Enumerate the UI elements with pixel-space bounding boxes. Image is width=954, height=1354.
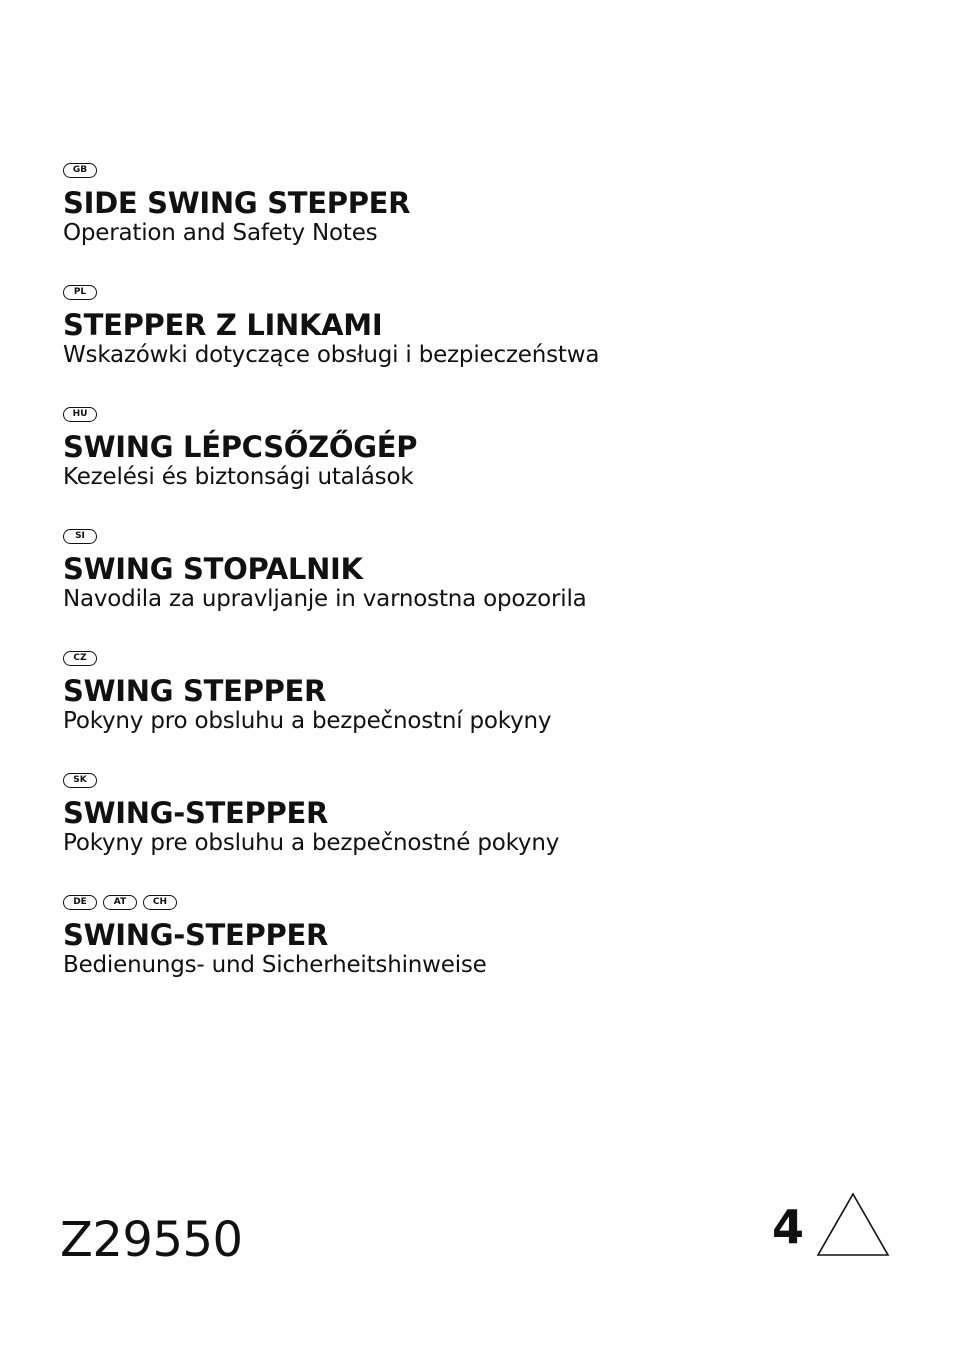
product-title: SWING STEPPER [63,674,327,708]
document-subtitle: Operation and Safety Notes [63,220,378,246]
country-badge: CZ [63,651,97,666]
product-title: SWING LÉPCSŐZŐGÉP [63,430,418,464]
country-badge: HU [63,407,97,422]
country-badge: SI [63,529,97,544]
country-badges [63,893,883,911]
product-title: SIDE SWING STEPPER [63,186,411,220]
country-badge: SK [63,773,97,788]
country-badges [63,771,883,789]
page-indicator [772,1192,890,1258]
document-subtitle: Wskazówki dotyczące obsługi i bezpieczeństwa [63,342,600,368]
language-section-si [63,527,883,613]
document-subtitle: Bedienungs- und Sicherheitshinweise [63,952,487,978]
document-subtitle: Navodila za upravljanje in varnostna opozorila [63,586,587,612]
country-badges [63,649,883,667]
model-number: Z29550 [60,1212,243,1268]
product-title: SWING-STEPPER [63,796,329,830]
language-section-hu [63,405,883,491]
country-badges [63,405,883,423]
language-section-gb [63,161,883,247]
document-subtitle: Pokyny pro obsluhu a bezpečnostní pokyny [63,708,552,734]
country-badge: AT [103,895,137,910]
country-badge: GB [63,163,97,178]
country-badge: DE [63,895,97,910]
language-section-sk [63,771,883,857]
country-badges [63,161,883,179]
country-badge: PL [63,285,97,300]
language-section-pl [63,283,883,369]
language-section-cz [63,649,883,735]
triangle-outline-icon [816,1192,890,1258]
document-subtitle: Pokyny pre obsluhu a bezpečnostné pokyny [63,830,560,856]
product-title: SWING-STEPPER [63,918,329,952]
page-number: 4 [771,1200,804,1254]
country-badges [63,527,883,545]
language-section-de-at-ch [63,893,883,979]
product-title: STEPPER Z LINKAMI [63,308,383,342]
product-title: SWING STOPALNIK [63,552,363,586]
country-badges [63,283,883,301]
document-subtitle: Kezelési és biztonsági utalások [63,464,414,490]
country-badge: CH [143,895,177,910]
